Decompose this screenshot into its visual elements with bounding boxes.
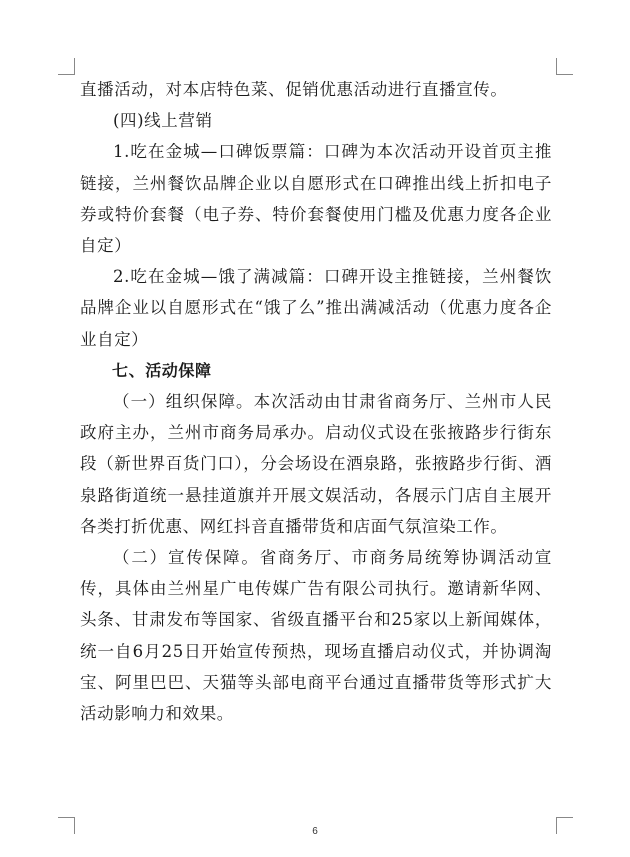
paragraph-organization-guarantee: （一）组织保障。本次活动由甘肃省商务厅、兰州市人民政府主办，兰州市商务局承办。启动仪式设在张掖路步行街东段（新世界百货门口），分会场设在酒泉路，张掖路步行街、酒泉路街道统一悬挂道旗并开展文娱活动，各展示门店自主展开各类打折优惠、网红抖音直播带货和店面气氛渲染工作。 xyxy=(80,392,552,536)
document-body xyxy=(80,74,552,729)
crop-mark-top-left xyxy=(58,58,75,75)
page-number: 6 xyxy=(312,826,318,837)
paragraph-eleme-discount: 2.吃在金城—饿了满减篇：口碑开设主推链接，兰州餐饮品牌企业以自愿形式在“饿了么”推出满减活动（优惠力度各企业自定） xyxy=(80,267,552,349)
section-heading-activity-guarantee: 七、活动保障 xyxy=(112,360,212,380)
subsection-online-marketing: (四)线上营销 xyxy=(113,111,213,131)
paragraph-live-stream: 直播活动，对本店特色菜、促销优惠活动进行直播宣传。 xyxy=(80,80,508,99)
paragraph-koubei-voucher: 1.吃在金城—口碑饭票篇：口碑为本次活动开设首页主推链接，兰州餐饮品牌企业以自愿形式在口碑推出线上折扣电子券或特价套餐（电子券、特价套餐使用门槛及优惠力度各企业自定） xyxy=(80,142,552,256)
paragraph-publicity-guarantee: （二）宣传保障。省商务厅、市商务局统筹协调活动宣传，具体由兰州星广电传媒广告有限公司执行。邀请新华网、头条、甘肃发布等国家、省级直播平台和25家以上新闻媒体，统一自6月25日开始宣传预热，现场直播启动仪式，并协调淘宝、阿里巴巴、天猫等头部电商平台通过直播带货等形式扩大活动影响力和效果。 xyxy=(80,548,552,724)
crop-mark-top-right xyxy=(556,58,573,75)
